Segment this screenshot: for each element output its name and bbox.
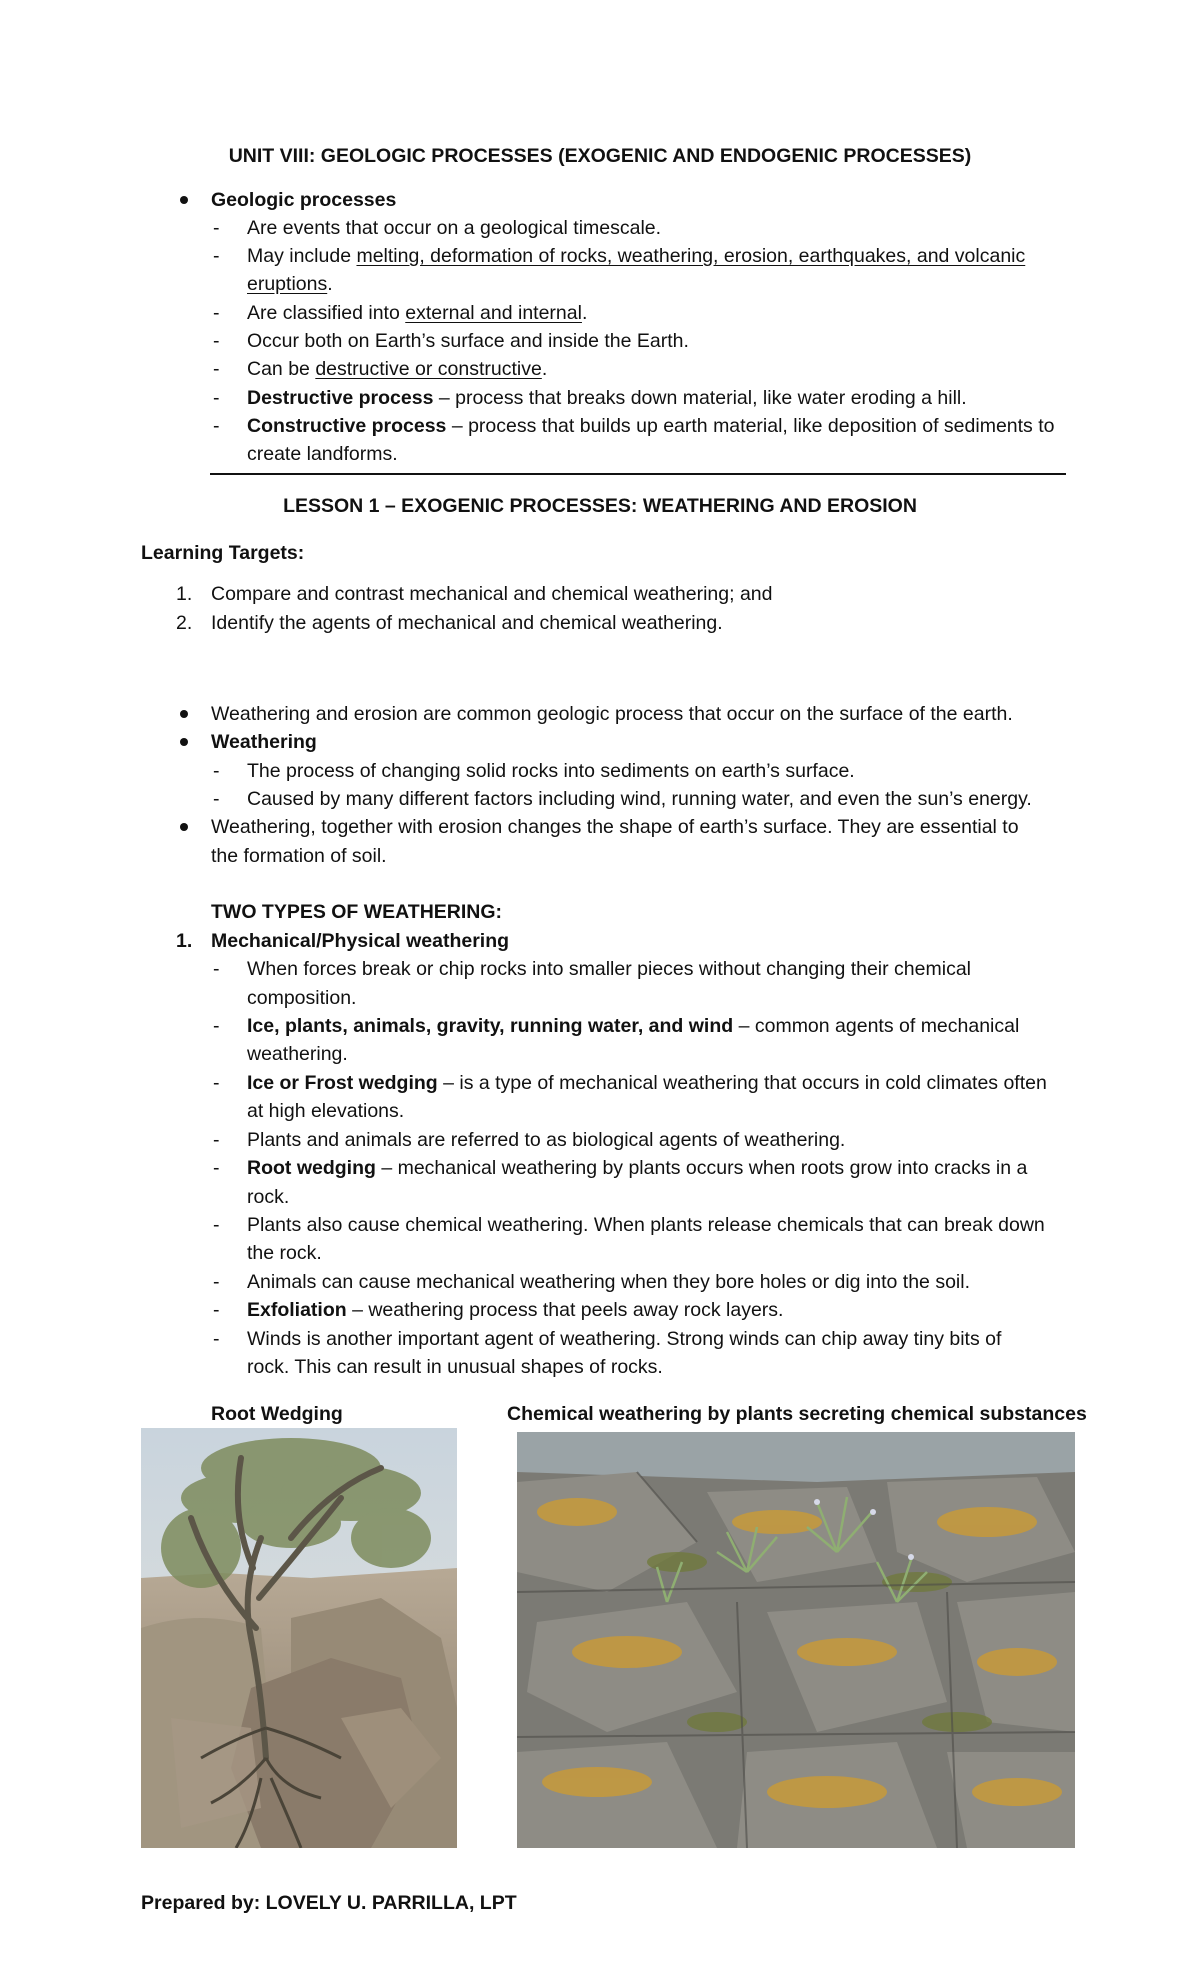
weathering-detail: The process of changing solid rocks into sediments on earth’s surface. xyxy=(247,760,855,782)
bullet-icon xyxy=(180,196,188,204)
geologic-item-5: Can be destructive or constructive. xyxy=(247,358,548,380)
mechanical-item-cont: the rock. xyxy=(247,1242,322,1264)
dash-marker: - xyxy=(213,958,220,980)
geologic-item-7: Constructive process – process that builds up earth material, like deposition of sediments to xyxy=(247,415,1055,437)
types-heading: TWO TYPES OF WEATHERING: xyxy=(211,901,503,923)
root-wedging-caption: Root Wedging xyxy=(211,1403,343,1425)
dash-marker: - xyxy=(213,1214,220,1236)
mechanical-item: Ice or Frost wedging – is a type of mechanical weathering that occurs in cold climates often xyxy=(247,1072,1047,1094)
mechanical-item-cont: at high elevations. xyxy=(247,1100,405,1122)
chemical-weathering-photo xyxy=(517,1432,1075,1848)
bullet-icon xyxy=(180,738,188,746)
section-divider xyxy=(210,473,1066,475)
dash-marker: - xyxy=(213,302,220,324)
dash-marker: - xyxy=(213,217,220,239)
bullet-icon xyxy=(180,823,188,831)
geologic-item-7-cont: create landforms. xyxy=(247,443,398,465)
dash-marker: - xyxy=(213,1328,220,1350)
mechanical-item: Root wedging – mechanical weathering by plants occurs when roots grow into cracks in a xyxy=(247,1157,1028,1179)
type-number: 1. xyxy=(176,930,193,952)
geologic-item-2: May include melting, deformation of rocks, weathering, erosion, earthquakes, and volcanic xyxy=(247,245,1026,267)
weathering-heading: Weathering xyxy=(211,731,317,753)
targets-heading: Learning Targets: xyxy=(141,542,305,564)
weathering-detail: Caused by many different factors including wind, running water, and even the sun’s energy. xyxy=(247,788,1032,810)
mechanical-item: Winds is another important agent of weathering. Strong winds can chip away tiny bits of xyxy=(247,1328,1002,1350)
dash-marker: - xyxy=(213,330,220,352)
root-wedging-photo xyxy=(141,1428,457,1848)
mechanical-item: When forces break or chip rocks into smaller pieces without changing their chemical xyxy=(247,958,971,980)
dash-marker: - xyxy=(213,1072,220,1094)
dash-marker: - xyxy=(213,1015,220,1037)
dash-marker: - xyxy=(213,387,220,409)
bullet-icon xyxy=(180,710,188,718)
chemical-weathering-caption: Chemical weathering by plants secreting chemical substances xyxy=(507,1403,1087,1425)
geologic-heading: Geologic processes xyxy=(211,189,397,211)
lichen-rocks-image xyxy=(517,1432,1075,1848)
mechanical-item: Animals can cause mechanical weathering when they bore holes or dig into the soil. xyxy=(247,1271,970,1293)
mechanical-item: Exfoliation – weathering process that peels away rock layers. xyxy=(247,1299,784,1321)
dash-marker: - xyxy=(213,415,220,437)
weathering-paragraph: Weathering, together with erosion changes the shape of earth’s surface. They are essential to xyxy=(211,816,1019,838)
prepared-by: Prepared by: LOVELY U. PARRILLA, LPT xyxy=(141,1892,517,1914)
mechanical-item-cont: weathering. xyxy=(247,1043,348,1065)
tree-roots-image xyxy=(141,1428,457,1848)
mechanical-item-cont: rock. This can result in unusual shapes of rocks. xyxy=(247,1356,663,1378)
mechanical-item: Plants and animals are referred to as biological agents of weathering. xyxy=(247,1129,846,1151)
dash-marker: - xyxy=(213,760,220,782)
target-number: 1. xyxy=(176,583,193,605)
weathering-paragraph-cont: the formation of soil. xyxy=(211,845,387,867)
mechanical-item-cont: composition. xyxy=(247,987,357,1009)
lesson-title: LESSON 1 – EXOGENIC PROCESSES: WEATHERING AND EROSION xyxy=(283,495,917,517)
geologic-item-6: Destructive process – process that breaks down material, like water eroding a hill. xyxy=(247,387,967,409)
dash-marker: - xyxy=(213,1271,220,1293)
unit-title: UNIT VIII: GEOLOGIC PROCESSES (EXOGENIC AND ENDOGENIC PROCESSES) xyxy=(228,145,972,167)
dash-marker: - xyxy=(213,788,220,810)
geologic-item-2-cont: eruptions. xyxy=(247,273,333,295)
mechanical-item: Plants also cause chemical weathering. When plants release chemicals that can break down xyxy=(247,1214,1045,1236)
dash-marker: - xyxy=(213,245,220,267)
geologic-item-1: Are events that occur on a geological timescale. xyxy=(247,217,662,239)
mechanical-item-cont: rock. xyxy=(247,1186,290,1208)
geologic-item-3: Are classified into external and internal. xyxy=(247,302,588,324)
mechanical-item: Ice, plants, animals, gravity, running water, and wind – common agents of mechanical xyxy=(247,1015,1020,1037)
dash-marker: - xyxy=(213,1129,220,1151)
geologic-item-4: Occur both on Earth’s surface and inside the Earth. xyxy=(247,330,689,352)
target-item: Compare and contrast mechanical and chemical weathering; and xyxy=(211,583,773,605)
dash-marker: - xyxy=(213,1157,220,1179)
dash-marker: - xyxy=(213,358,220,380)
dash-marker: - xyxy=(213,1299,220,1321)
mechanical-heading: Mechanical/Physical weathering xyxy=(211,930,510,952)
weathering-intro: Weathering and erosion are common geologic process that occur on the surface of the earth. xyxy=(211,703,1013,725)
target-item: Identify the agents of mechanical and chemical weathering. xyxy=(211,612,723,634)
target-number: 2. xyxy=(176,612,193,634)
